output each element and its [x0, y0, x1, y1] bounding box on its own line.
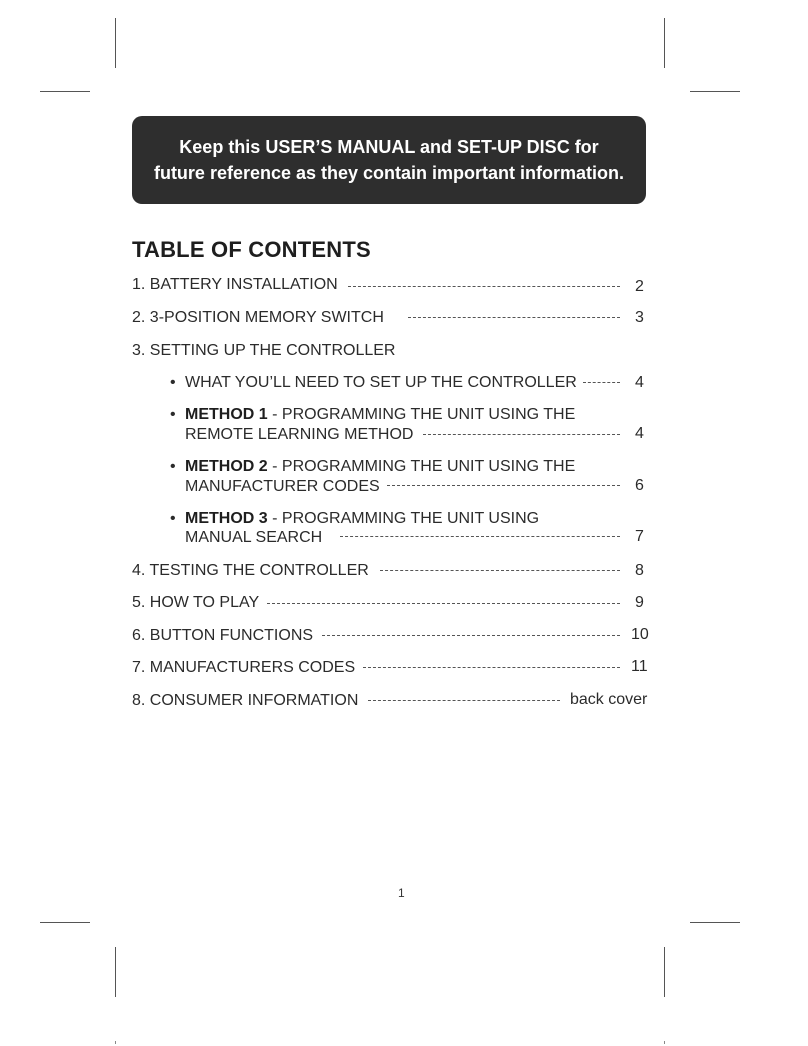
toc-entry-label-line2: REMOTE LEARNING METHOD	[185, 426, 414, 443]
toc-entry-page: 10	[631, 626, 649, 643]
crop-mark	[664, 947, 665, 997]
notice-banner	[132, 116, 646, 204]
page-number: 1	[398, 886, 405, 900]
toc-entry-label: 1. BATTERY INSTALLATION	[132, 276, 338, 293]
method-desc: - PROGRAMMING THE UNIT USING THE	[267, 406, 576, 423]
dot-leader	[322, 635, 620, 636]
dot-leader	[368, 700, 560, 701]
toc-entry-label: 3. SETTING UP THE CONTROLLER	[132, 342, 396, 359]
toc-entry-page: 3	[635, 309, 644, 326]
crop-mark	[40, 91, 90, 92]
dot-leader	[267, 603, 620, 604]
crop-mark	[40, 922, 90, 923]
crop-dot	[664, 1041, 665, 1044]
crop-mark	[664, 18, 665, 68]
method-desc: - PROGRAMMING THE UNIT USING	[267, 510, 540, 527]
toc-entry-page: 4	[635, 374, 644, 391]
toc-entry-label	[185, 510, 539, 528]
bullet-icon: •	[170, 406, 176, 423]
method-label: METHOD 2	[185, 458, 268, 475]
dot-leader	[363, 667, 620, 668]
crop-mark	[115, 18, 116, 68]
dot-leader	[380, 570, 620, 571]
toc-entry-page: 6	[635, 477, 644, 494]
bullet-icon: •	[170, 458, 176, 475]
toc-entry-label: 2. 3-POSITION MEMORY SWITCH	[132, 309, 384, 326]
bullet-icon: •	[170, 510, 176, 527]
toc-entry-label: 4. TESTING THE CONTROLLER	[132, 562, 369, 579]
crop-mark	[115, 947, 116, 997]
toc-entry-label-line2: MANUFACTURER CODES	[185, 478, 380, 495]
toc-entry-page: 11	[631, 658, 648, 675]
dot-leader	[583, 382, 620, 383]
toc-entry-page: 2	[635, 278, 644, 295]
notice-text: Keep this USER’S MANUAL and SET-UP DISC for future reference as they contain important information.	[153, 137, 625, 183]
toc-entry-label-line2: MANUAL SEARCH	[185, 529, 323, 546]
toc-entry-label: WHAT YOU’LL NEED TO SET UP THE CONTROLLER	[185, 374, 577, 391]
dot-leader	[340, 536, 620, 537]
dot-leader	[348, 286, 620, 287]
method-label: METHOD 1	[185, 406, 268, 423]
method-label: METHOD 3	[185, 510, 268, 527]
crop-mark	[690, 91, 740, 92]
toc-entry-page: 4	[635, 425, 644, 442]
toc-entry-label: 8. CONSUMER INFORMATION	[132, 692, 359, 709]
toc-entry-label: 7. MANUFACTURERS CODES	[132, 659, 356, 676]
method-desc: - PROGRAMMING THE UNIT USING THE	[267, 458, 576, 475]
dot-leader	[423, 434, 620, 435]
crop-mark	[690, 922, 740, 923]
crop-dot	[115, 1041, 116, 1044]
toc-entry-label	[185, 458, 575, 476]
toc-entry-page: 7	[635, 528, 644, 545]
toc-title: TABLE OF CONTENTS	[132, 237, 371, 262]
dot-leader	[408, 317, 620, 318]
toc-entry-page: 8	[635, 562, 644, 579]
dot-leader	[387, 485, 620, 486]
bullet-icon: •	[170, 374, 176, 391]
toc-entry-label	[185, 406, 575, 424]
toc-entry-label: 6. BUTTON FUNCTIONS	[132, 627, 314, 644]
toc-entry-page: 9	[635, 594, 644, 611]
toc-entry-label: 5. HOW TO PLAY	[132, 594, 260, 611]
toc-entry-page: back cover	[570, 691, 648, 708]
